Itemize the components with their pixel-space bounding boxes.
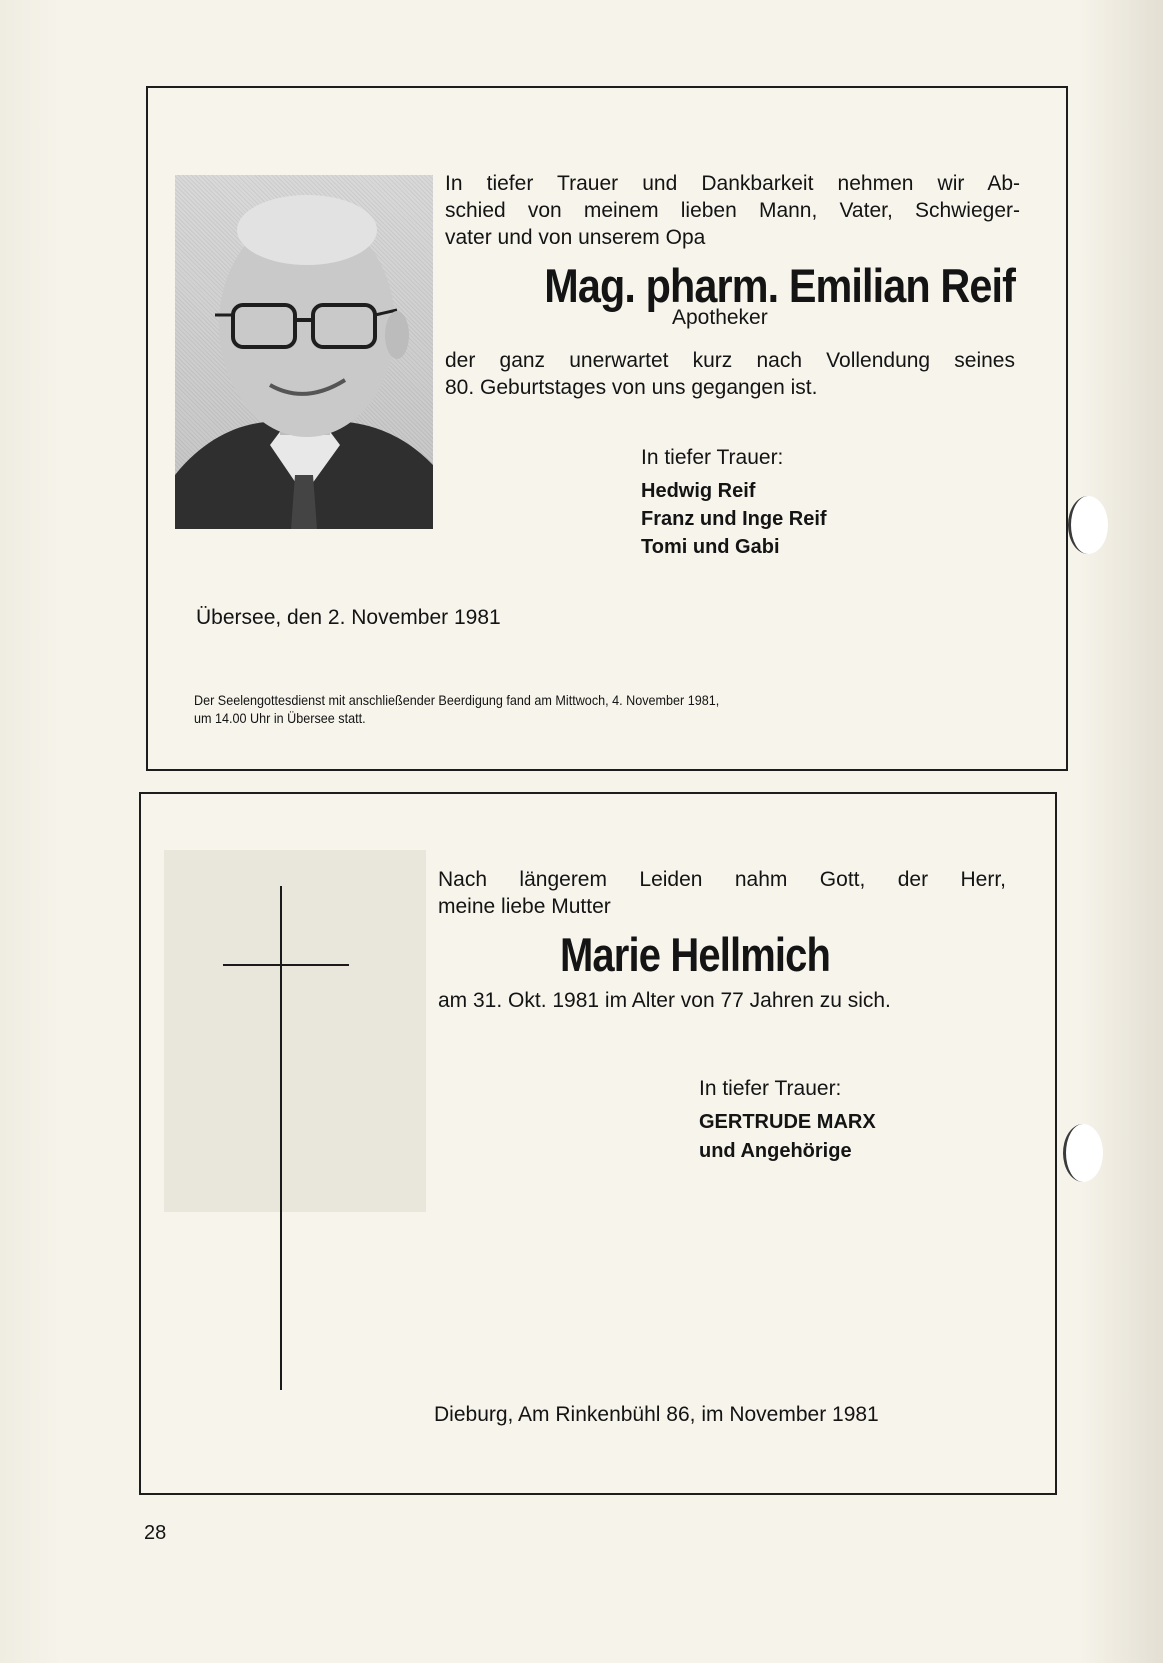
mourner-name: und Angehörige [699,1140,852,1162]
mourners-label-2: In tiefer Trauer: [699,1077,842,1100]
note-line: um 14.00 Uhr in Übersee statt. [194,710,366,726]
deceased-name: Mag. pharm. Emilian Reif [544,259,1015,312]
mourner-name: GERTRUDE MARX [699,1111,876,1133]
deceased-name-2: Marie Hellmich [560,928,831,981]
portrait-illustration [175,175,433,529]
mourner-name: Tomi und Gabi [641,536,780,558]
intro-line: meine liebe Mutter [438,895,611,918]
intro-text [445,170,1020,251]
after-text [445,347,1015,401]
after-line: 80. Geburtstages von uns gegangen ist. [445,376,818,399]
note-line: Der Seelengottesdienst mit anschließender Beerdigung fand am Mittwoch, 4. November 1981, [194,692,720,708]
after-text-2: am 31. Okt. 1981 im Alter von 77 Jahren zu sich. [438,989,891,1012]
cross-icon-bar [223,964,349,966]
funeral-note [194,691,719,727]
punch-hole [1063,1124,1103,1182]
intro-line: schied von meinem lieben Mann, Vater, Schwieger- [445,199,1020,222]
mourners-list-2 [699,1108,876,1166]
profession: Apotheker [672,306,768,329]
mourner-name: Franz und Inge Reif [641,508,827,530]
after-line: der ganz unerwartet kurz nach Vollendung seines [445,349,1015,372]
cross-panel [164,850,426,1212]
intro-line: vater und von unserem Opa [445,226,706,249]
mourners-list [641,477,827,561]
mourner-name: Hedwig Reif [641,480,756,502]
place-date: Übersee, den 2. November 1981 [196,606,501,629]
portrait-photo [175,175,433,529]
punch-hole [1068,496,1108,554]
mourners-label: In tiefer Trauer: [641,446,784,469]
intro-text-2 [438,866,1006,920]
page-number: 28 [144,1522,167,1544]
intro-line: Nach längerem Leiden nahm Gott, der Herr, [438,868,1006,891]
place-date-2: Dieburg, Am Rinkenbühl 86, im November 1981 [434,1403,879,1426]
intro-line: In tiefer Trauer und Dankbarkeit nehmen wir Ab- [445,172,1020,195]
cross-icon [280,886,282,1390]
